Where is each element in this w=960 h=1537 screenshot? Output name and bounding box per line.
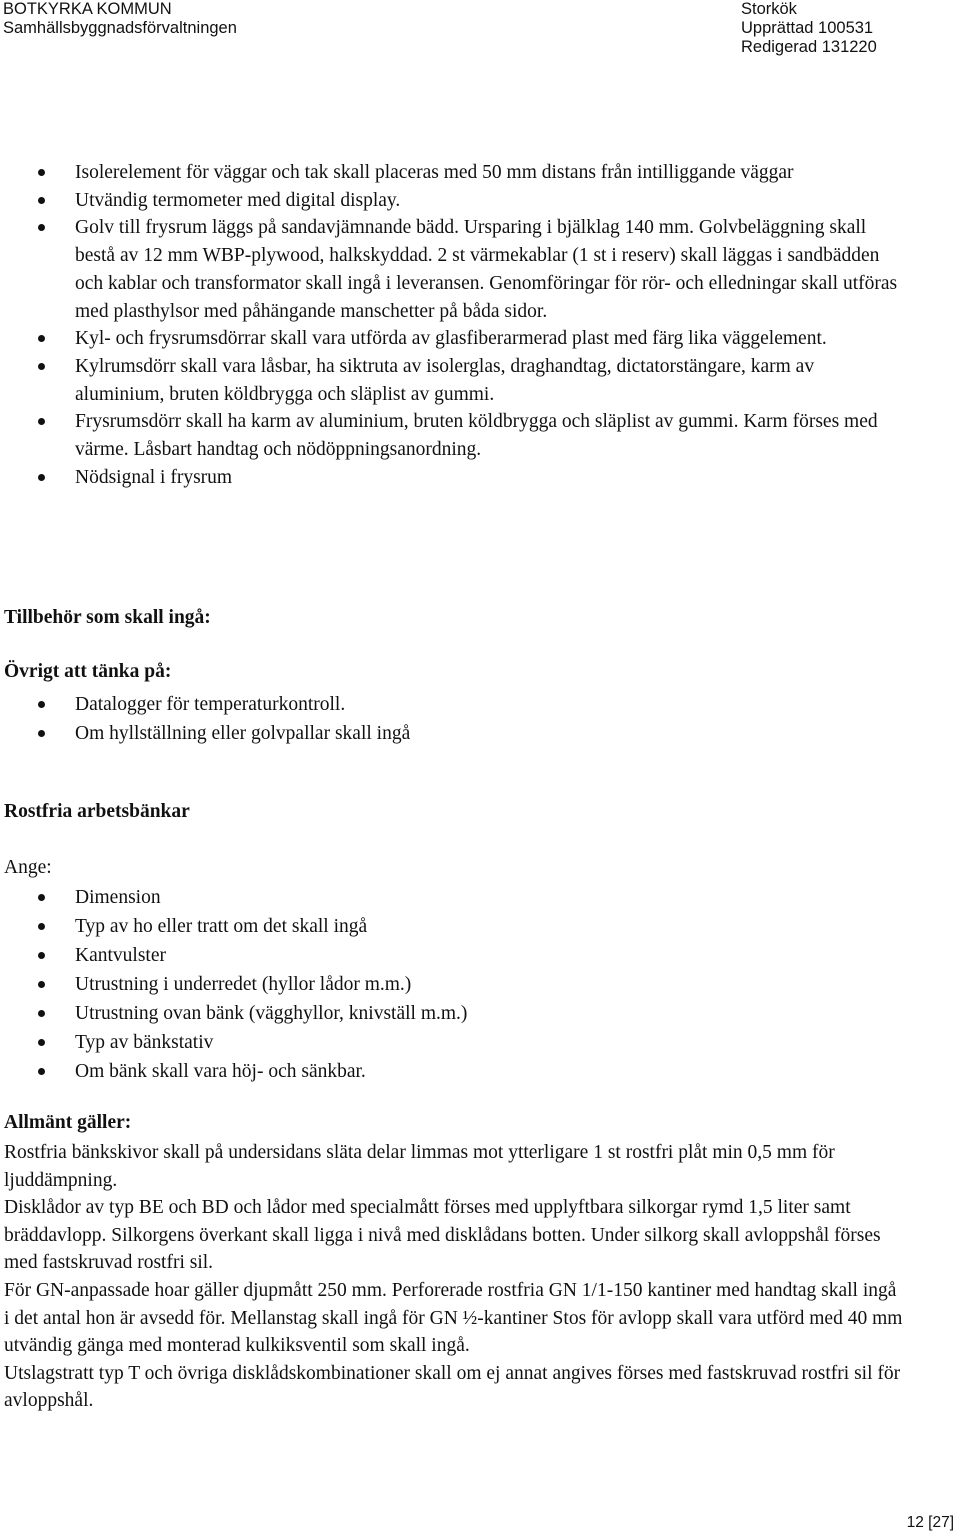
- page-number: 12 [27]: [906, 1514, 954, 1531]
- heading-other: Övrigt att tänka på:: [4, 661, 172, 682]
- org-name: BOTKYRKA KOMMUN: [3, 0, 172, 18]
- specify-label: Ange:: [4, 857, 52, 878]
- list-item: Utvändig termometer med digital display.: [0, 187, 960, 215]
- heading-accessories: Tillbehör som skall ingå:: [4, 607, 211, 628]
- cold-room-requirements-list: [0, 159, 960, 491]
- list-item: Om hyllställning eller golvpallar skall ingå: [0, 719, 960, 748]
- list-item: Typ av ho eller tratt om det skall ingå: [0, 912, 960, 941]
- paragraph: För GN-anpassade hoar gäller djupmått 250 mm. Perforerade rostfria GN 1/1-150 kantiner med handtag skall ingå i det antal hon är avsedd för. Mellanstag skall ingå för GN ½-kantiner Stos för avlopp skall vara utförd med 40 mm utvändig gänga med monterad kulkiksventil som skall ingå.: [4, 1279, 903, 1357]
- list-item: Datalogger för temperaturkontroll.: [0, 690, 960, 719]
- list-item: Om bänk skall vara höj- och sänkbar.: [0, 1057, 960, 1086]
- edited-date: Redigerad 131220: [741, 38, 877, 56]
- department-name: Samhällsbyggnadsförvaltningen: [3, 19, 237, 37]
- heading-benches: Rostfria arbetsbänkar: [4, 801, 190, 822]
- list-item: Kylrumsdörr skall vara låsbar, ha siktruta av isolerglas, draghandtag, dictatorstängare, karm av aluminium, bruten köldbrygga och släplist av gummi.: [0, 353, 960, 408]
- other-considerations-list: [0, 690, 960, 748]
- created-date: Upprättad 100531: [741, 19, 874, 37]
- list-item: Kantvulster: [0, 941, 960, 970]
- paragraph: Utslagstratt typ T och övriga disklådskombinationer skall om ej annat angives förses med fastskruvad rostfri sil för avloppshål.: [4, 1362, 901, 1412]
- heading-general: Allmänt gäller:: [4, 1112, 132, 1133]
- list-item: Isolerelement för väggar och tak skall placeras med 50 mm distans från intilliggande väggar: [0, 159, 960, 187]
- bench-specification-list: [0, 883, 960, 1086]
- list-item: Typ av bänkstativ: [0, 1028, 960, 1057]
- header-left: [3, 0, 237, 38]
- list-item: Utrustning i underredet (hyllor lådor m.m.): [0, 970, 960, 999]
- list-item: Utrustning ovan bänk (vägghyllor, knivställ m.m.): [0, 999, 960, 1028]
- list-item: Frysrumsdörr skall ha karm av aluminium, bruten köldbrygga och släplist av gummi. Karm förses med värme. Låsbart handtag och nödöppningsanordning.: [0, 408, 960, 463]
- list-item: Golv till frysrum läggs på sandavjämnande bädd. Ursparing i bjälklag 140 mm. Golvbeläggning skall bestå av 12 mm WBP-plywood, halkskyddad. 2 st värmekablar (1 st i reserv) skall läggas i sandbädden och kablar och transformator skall ingå i leveransen. Genomföringar för rör- och elledningar skall utföras med plasthylsor med påhängande manschetter på båda sidor.: [0, 214, 960, 325]
- list-item: Kyl- och frysrumsdörrar skall vara utförda av glasfiberarmerad plast med färg lika väggelement.: [0, 325, 960, 353]
- header-right: [741, 0, 877, 57]
- general-paragraphs: [4, 1139, 904, 1415]
- paragraph: Rostfria bänkskivor skall på undersidans släta delar limmas mot ytterligare 1 st rostfri plåt min 0,5 mm för ljuddämpning.: [4, 1142, 835, 1191]
- list-item: Nödsignal i frysrum: [0, 464, 960, 492]
- list-item: Dimension: [0, 883, 960, 912]
- paragraph: Disklådor av typ BE och BD och lådor med specialmått förses med upplyftbara silkorgar rymd 1,5 liter samt bräddavlopp. Silkorgens överkant skall ligga i nivå med disklådans botten. Under silkorg skall avloppshål förses med fastskruvad rostfri sil.: [4, 1197, 881, 1274]
- document-title: Storkök: [741, 0, 797, 18]
